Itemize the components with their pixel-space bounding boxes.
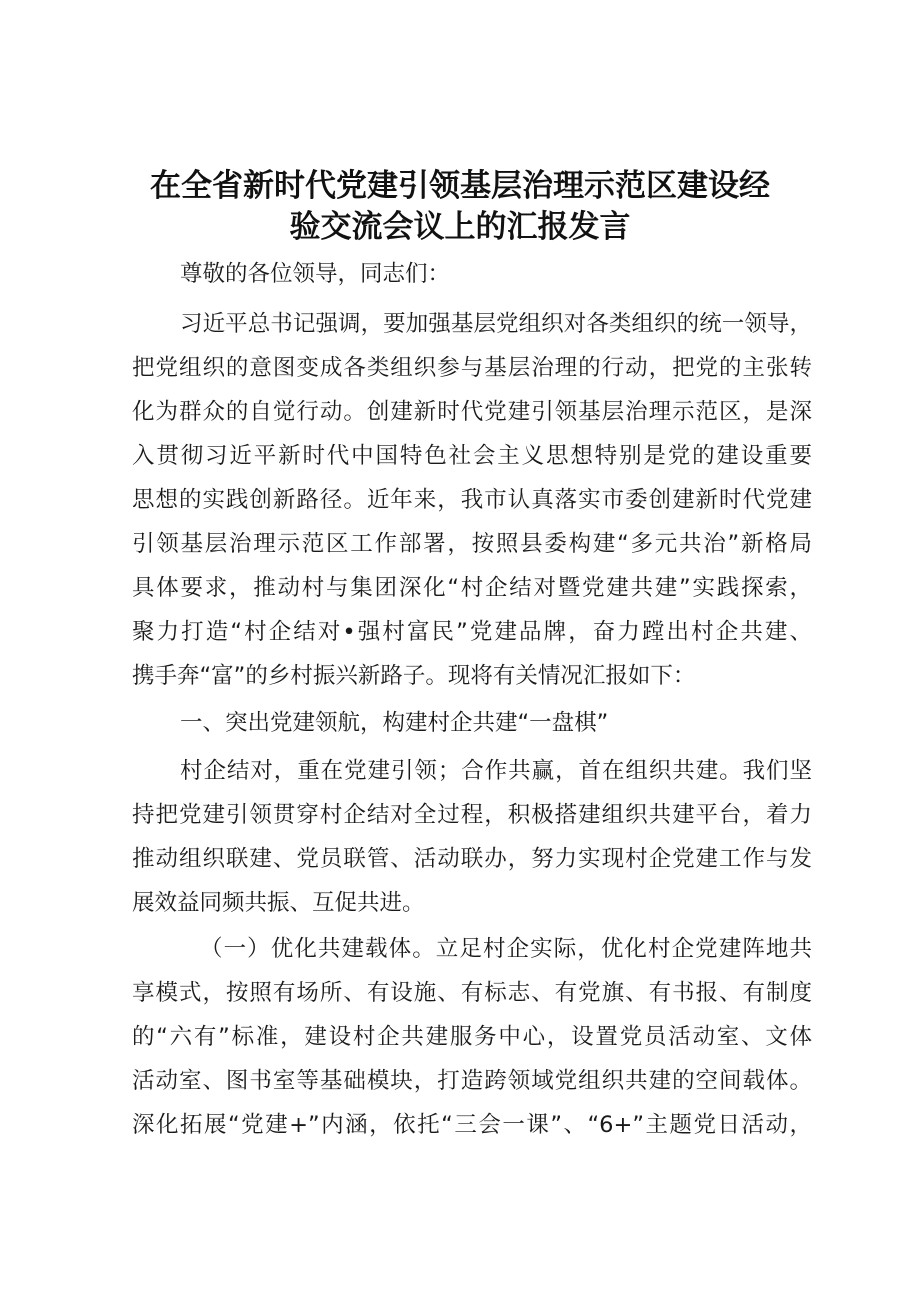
paragraph-line: 的“六有”标准，建设村企共建服务中心，设置党员活动室、文体 bbox=[132, 1024, 812, 1050]
paragraph-line: 化为群众的自觉行动。创建新时代党建引领基层治理示范区，是深 bbox=[132, 399, 812, 425]
salutation: 尊敬的各位领导，同志们： bbox=[180, 261, 451, 287]
paragraph-line: 引领基层治理示范区工作部署，按照县委构建“多元共治”新格局 bbox=[132, 531, 812, 557]
paragraph-line: 享模式，按照有场所、有设施、有标志、有党旗、有书报、有制度 bbox=[132, 980, 812, 1006]
paragraph-line: （一）优化共建载体。立足村企实际，优化村企党建阵地共 bbox=[200, 936, 812, 962]
paragraph-line: 习近平总书记强调，要加强基层党组织对各类组织的统一领导， bbox=[180, 311, 812, 337]
paragraph-line: 具体要求，推动村与集团深化“村企结对暨党建共建”实践探索， bbox=[132, 575, 812, 601]
paragraph-line: 展效益同频共振、互促共进。 bbox=[132, 890, 425, 916]
paragraph-line: 思想的实践创新路径。近年来，我市认真落实市委创建新时代党建 bbox=[132, 487, 812, 513]
paragraph-line: 把党组织的意图变成各类组织参与基层治理的行动，把党的主张转 bbox=[132, 355, 812, 381]
paragraph-line: 村企结对，重在党建引领；合作共赢，首在组织共建。我们坚 bbox=[180, 758, 812, 784]
paragraph-line: 聚力打造“村企结对•强村富民”党建品牌，奋力蹚出村企共建、 bbox=[132, 619, 812, 645]
paragraph-line: 持把党建引领贯穿村企结对全过程，积极搭建组织共建平台，着力 bbox=[132, 802, 812, 828]
paragraph-line: 入贯彻习近平新时代中国特色社会主义思想特别是党的建设重要 bbox=[132, 443, 812, 469]
paragraph-line: 活动室、图书室等基础模块，打造跨领域党组织共建的空间载体。 bbox=[132, 1068, 812, 1094]
paragraph-line: 携手奔“富”的乡村振兴新路子。现将有关情况汇报如下： bbox=[132, 663, 696, 689]
paragraph-line: 推动组织联建、党员联管、活动联办，努力实现村企党建工作与发 bbox=[132, 846, 812, 872]
document-title-line-1: 在全省新时代党建引领基层治理示范区建设经 bbox=[150, 168, 770, 204]
paragraph-line: 深化拓展“党建+”内涵，依托“三会一课”、“6+”主题党日活动， bbox=[132, 1112, 812, 1138]
section-heading: 一、突出党建领航，构建村企共建“一盘棋” bbox=[180, 710, 609, 736]
document-title-line-2: 验交流会议上的汇报发言 bbox=[289, 209, 631, 245]
